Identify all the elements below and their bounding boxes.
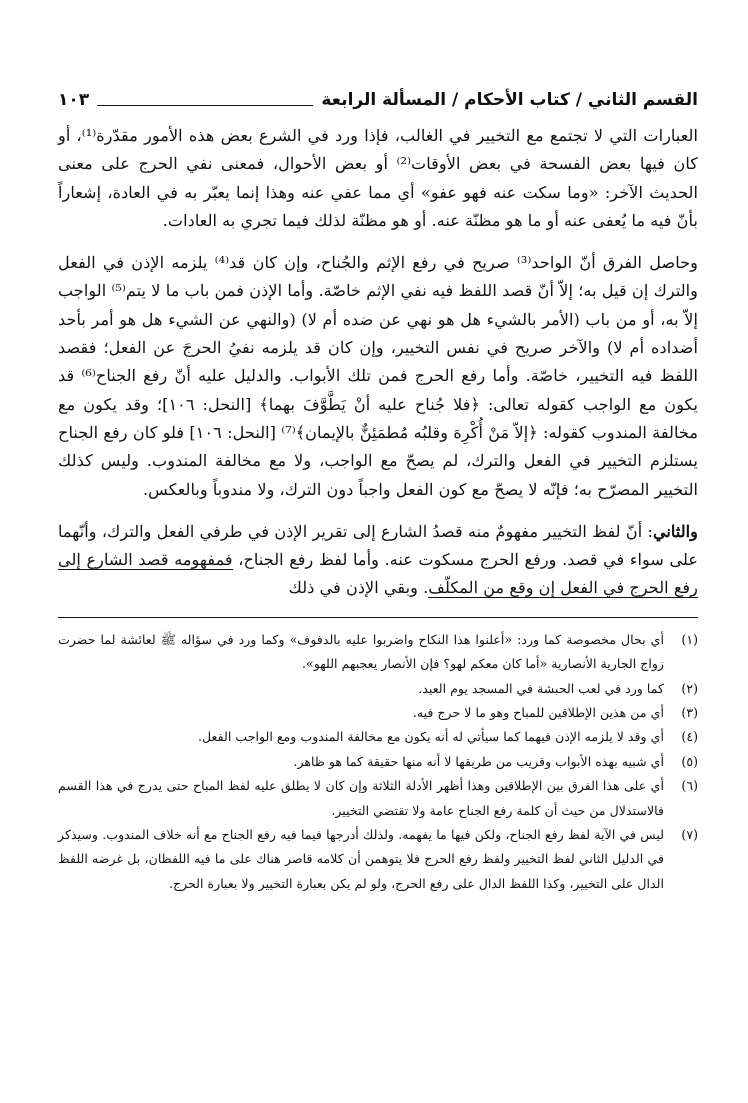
footnote-number: (٧) xyxy=(681,827,698,842)
underlined-phrase: فمفهومه قصد الشارع إلى رفع الحرج في الفعل إن وقع من المكلّف xyxy=(58,550,698,598)
footnotes xyxy=(58,628,698,896)
running-title: القسم الثاني / كتاب الأحكام / المسألة الرابعة xyxy=(321,90,698,110)
footnote xyxy=(58,774,698,823)
footnote-number: (٦) xyxy=(681,778,698,794)
footnote-text: أي وقد لا يلزمه الإذن فيهما كما سيأتي له أنه يكون مع مخالفة المندوب ومع الواجب الفعل. xyxy=(198,729,664,745)
footnote-text: أي من هذين الإطلاقين للمباح وهو ما لا حرج فيه. xyxy=(412,704,664,720)
page-number: ١٠٣ xyxy=(58,90,90,110)
body-paragraph: وحاصل الفرق أنّ الواحد⁽³⁾ صريح في رفع الإثم والجُناح، وإن كان قد⁽⁴⁾ يلزمه الإذن في الفعل والترك إن قيل به؛ إلاّ أنّ قصد اللفظ فيه نفي الإثم خاصّة. وأما الإذن فمن باب ما لا يتم⁽⁵⁾ الواجب إلاّ به، أو من باب (الأمر بالشيء هل هو نهي عن ضده أم لا) (والنهي عن الشيء هل هو أمر بأحد أضداده أم لا) والآخر صريح في نفس التخيير، وإن كان قد يلزمه نفيُ الحرجَ عن الفعل؛ فقصد اللفظ فيه التخيير، خاصّة. وأما رفع الحرج فمن تلك الأبواب. والدليل عليه أنّ رفع الجناح⁽⁶⁾ قد يكون مع الواجب كقوله تعالى: ﴿فلا جُناح عليه أنْ يَطَّوَّفَ بهما﴾ [النحل: ١٠٦]؛ وقد يكون مع مخالفة المندوب كقوله: ﴿إلاّ مَنْ أُكْرِهَ وقلبُه مُطمَئِنٌّ بالإيمان﴾⁽⁷⁾ [النحل: ١٠٦] فلو كان رفع الجناح يستلزم التخيير في الفعل والترك، لم يصحّ مع الواجب، ولا مع مخالفة المندوب. وليس كذلك التخيير المصرّح به؛ فإنّه لا يصحّ مع كون الفعل واجباً دون الترك، ولا مندوباً وبالعكس. xyxy=(58,253,699,499)
footnote-number: (١) xyxy=(681,631,698,647)
main-text xyxy=(58,122,698,603)
footnote-text: أي شبيه بهذه الأبواب وقريب من طريقها لا أنه منها حقيقة كما هو ظاهر. xyxy=(293,753,664,769)
footnote xyxy=(58,750,698,774)
paragraph-text: : أنّ لفظ التخيير مفهومٌ منه قصدُ الشارع إلى تقرير الإذن في طرفي الفعل والترك، وأنّهما على سواء في قصد. ورفع الحرج مسكوت عنه. وأما لفظ رفع الجناح، xyxy=(58,521,698,570)
footnote xyxy=(58,823,698,896)
footnote-text: كما ورد في لعب الحبشة في المسجد يوم العيد. xyxy=(418,680,664,696)
book-page xyxy=(58,78,698,896)
footnote-separator xyxy=(58,617,698,618)
header-rule xyxy=(97,104,313,106)
footnote-text: أي بحال مخصوصة كما ورد: «أعلنوا هذا النكاح واضربوا عليه بالدفوف» وكما ورد في سؤاله ﷺ لعائشة لما حضرت زواج الجارية الأنصارية «أما كان معكم لهو؟ فإن الأنصار يعجبهم اللهو». xyxy=(58,631,664,672)
footnote-number: (٤) xyxy=(681,729,698,745)
body-paragraph-second-argument xyxy=(58,518,698,603)
footnote xyxy=(58,701,698,725)
footnote-text: أي على هذا الفرق بين الإطلاقين وهذا أظهر الأدلة الثلاثة وإن كان لا يطلق عليه لفظ المباح حتى يدرج في هذا القسم فالاستدلال من حيث أن كلمة رفع الجناح عامة ولا تقتضي التخيير. xyxy=(58,778,664,818)
footnote-number: (٢) xyxy=(681,680,698,696)
footnote-number: (٥) xyxy=(681,753,698,769)
footnote xyxy=(58,677,698,701)
footnote xyxy=(58,725,698,749)
lead-term: والثاني xyxy=(652,521,698,541)
footnote-number: (٣) xyxy=(681,704,698,720)
body-paragraph: العبارات التي لا تجتمع مع التخيير في الغالب، فإذا ورد في الشرع بعض هذه الأمور مقدّرة⁽¹⁾، أو كان فيها بعض الفسحة في بعض الأوقات⁽²⁾ أو بعض الأحوال، فمعنى نفي الحرج على معنى الحديث الآخر: «وما سكت عنه فهو عفو» أي مما عفي عنه وهذا إنما يعبّر به في العادة، إشعاراً بأنّ فيه ما يُعفى عنه أو ما هو مظنّة عنه. أو هو مظنّة لذلك فيما تجري به العادات. xyxy=(58,126,698,230)
running-header xyxy=(58,78,698,112)
paragraph-tail: . وبقي الإذن في ذلك xyxy=(288,578,429,598)
footnote-text: ليس في الآية لفظ رفع الجناح، ولكن فيها ما يفهمه. ولذلك أدرجها فيما فيه رفع الجناح مع أنه خلاف المندوب. وسيذكر في الدليل الثاني لفظ التخيير ولفظ رفع الحرج فلا يتوهمن أن كلامه قاصر هناك على ما فيه اللفظان، بل غرضه اللفظ الدال على التخيير، وكذا اللفظ الدال على رفع الحرج، ولو لم يكن بعبارة التخيير ولا بعبارة الحرج. xyxy=(58,827,664,891)
footnote xyxy=(58,628,698,677)
